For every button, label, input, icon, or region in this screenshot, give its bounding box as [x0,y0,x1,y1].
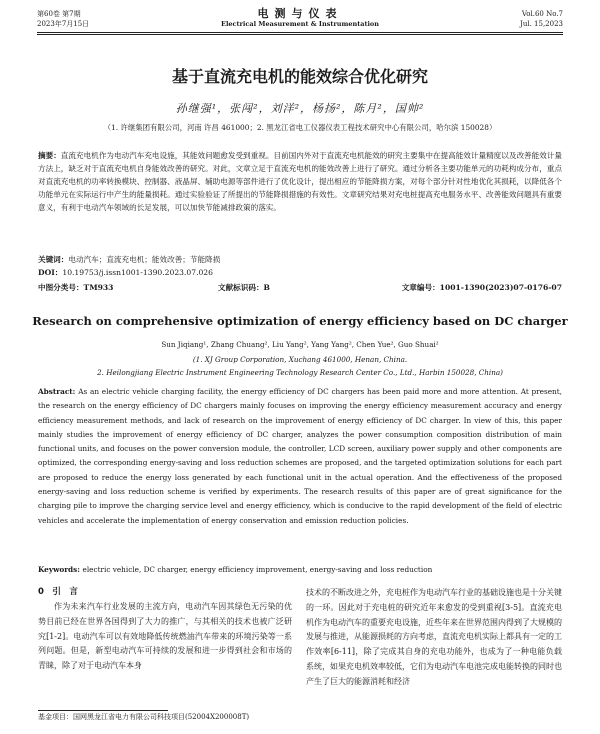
doi-value: 10.19753/j.issn1001-1390.2023.07.026 [62,268,213,277]
journal-title-en: Electrical Measurement & Instrumentation [220,20,379,28]
intro-left-column: 作为未来汽车行业发展的主流方向，电动汽车因其绿色无污染的优势目前已经在世界各国得到了大力的推广，与其相关的技术也被广泛研究[1-2]。电动汽车可以有效地降低传统燃油汽车带来的环境污染等一系列问题。但是，新型电动汽车可持续的发展和进一步得到社会和市场的青睐，除了对于电动汽车本身 [38,602,292,671]
header-date-en: Jul. 15,2023 [520,20,563,28]
header-issue-info [37,9,89,29]
header-journal [190,7,410,29]
abstract-en-label: Abstract: [38,387,79,396]
paper-title-en: Research on comprehensive optimization of energy efficiency based on DC charger [32,314,568,328]
keywords-en-label: Keywords: [38,565,83,574]
keywords-cn [38,253,562,266]
paper-title-cn: 基于直流充电机的能效综合优化研究 [171,67,428,86]
journal-title-cn: 电测与仪表 [257,7,343,20]
authors-cn: 孙继强¹，张闯²，刘洋²，杨扬²，陈月²，国帅² [175,102,425,115]
keywords-en [38,563,562,576]
affiliation-en-1: (1. XJ Group Corporation, Xuchang 461000, Henan, China. [192,355,408,364]
document-code: 文献标识码：B [218,283,270,292]
doi [38,266,213,279]
keywords-cn-label: 关键词： [38,255,69,264]
authors-en: Sun Jiqiang¹, Zhang Chuang², Liu Yang², Yang Yang², Chen Yue², Guo Shuai² [161,340,439,349]
affiliations-en [0,353,600,379]
affiliations-cn: （1. 许继集团有限公司，河南 许昌 461000；2. 黑龙江省电工仪器仪表工程技术研究中心有限公司，哈尔滨 150028） [103,123,497,132]
affiliation-en-2: 2. Heilongjiang Electric Instrument Engineering Technology Research Center Co., Ltd., Harbin 150028, China) [97,368,503,377]
header-rule-thin [37,34,563,35]
keywords-en-text: electric vehicle, DC charger, energy efficiency improvement, energy-saving and loss reduction [82,565,433,574]
header-volume: 第60卷 第7期 [37,10,81,18]
header-volume-en: Vol.60 No.7 [521,10,563,18]
article-number: 文章编号：1001-1390(2023)07-0176-07 [401,283,562,292]
clc-number: 中图分类号：TM933 [38,283,114,292]
abstract-en [38,385,562,528]
abstract-cn [38,149,562,214]
keywords-cn-text: 电动汽车；直流充电机；能效改善；节能降损 [68,255,221,264]
header-rule [37,32,563,33]
abstract-en-text: As an electric vehicle charging facility, the energy efficiency of DC chargers has been paid more and more attention. At present, the research on the energy efficiency of DC chargers mainly focuses on improving the energy efficiency measurement accuracy and energy efficiency measurement methods, and lack of research on the improvement of energy efficiency of DC charger. In view of this, this paper mainly studies the improvement of energy efficiency of DC charger, analyzes the power consumption composition distribution of main functional units, and focuses on the power conversion module, the controller, LCD screen, auxiliary power supply and other components are optimized, the corresponding energy-saving and loss reduction schemes are proposed, and the targeted optimization solutions for each part are proposed to reduce the energy loss generated by each functional unit in the actual operation. And the effectiveness of the proposed energy-saving and loss reduction scheme is verified by experiments. The research results of this paper are of great significance for the charging pile to improve the charging service level and energy efficiency, which is conducive to the rapid development of the field of electric vehicles and accelerate the implementation of energy conservation and emission reduction policies. [38,387,562,525]
doi-label: DOI： [38,268,63,277]
header-date: 2023年7月15日 [37,20,90,28]
classification-row [38,282,562,294]
section-heading: 0 引 言 [38,587,78,597]
header-issue-info-en [520,9,563,29]
intro-right-column: 技术的不断改进之外，充电桩作为电动汽车行业的基础设施也是十分关键的一环。因此对于充电桩的研究近年来愈发的受到重视[3-5]。直流充电机作为电动汽车的重要充电设施，近些年来在世界范围内得到了大规模的发展与推进，从能源损耗的方向考虑，直流充电机实际上都具有一定的工作效率[6-11]，除了完成其自身的充电功能外，也成为了一种电能负载系统，如果充电机效率较低，它们为电动汽车电池完成电能转换的同时也产生了巨大的能源消耗和经济 [306,588,562,686]
footnote-rule [38,710,168,711]
abstract-cn-text: 直流充电机作为电动汽车充电设施，其能效问题愈发受到重视。目前国内外对于直流充电机能效的研究主要集中在提高能效计量精度以及改善能效计量方法上，缺乏对于直流充电机自身能效改善的研究。对此，文章立足于直流充电机的能效改善上进行了研究。通过分析各主要功能单元的功耗构成分布，重点对直流充电机的功率转换模块、控制器、液晶屏、辅助电源等部件进行了优化设计，提出相应的节能降损方案，对每个部分针对性地优化其损耗，以降低各个功能单元在实际运行中产生的能量损耗。通过实验验证了所提出的节能降损措施的有效性。文章研究结果对充电桩提高充电服务水平、改善能效问题具有重要意义，有利于电动汽车领域的长足发展，可以加快节能减排政策的落实。 [38,151,563,212]
funding-footnote: 基金项目：国网黑龙江省电力有限公司科技项目(52004X200008T) [38,713,250,721]
abstract-cn-label: 摘要： [38,151,61,160]
